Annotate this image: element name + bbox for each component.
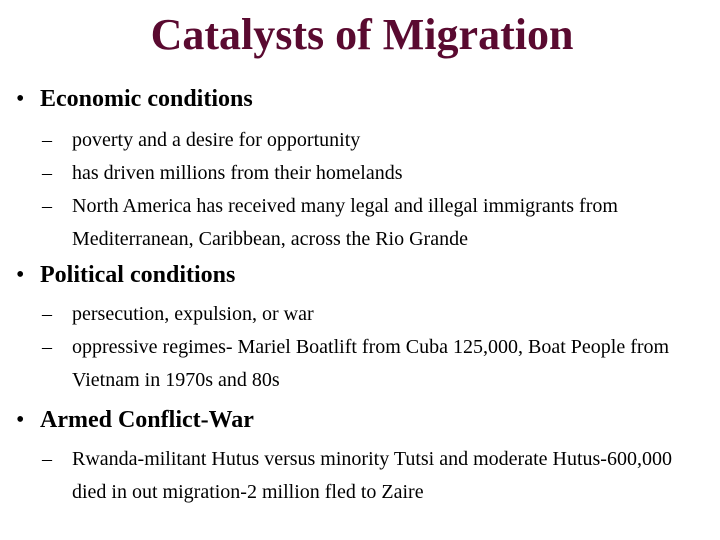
bullet-head (0, 401, 720, 439)
dash-icon: – (42, 303, 52, 325)
dash-icon: – (42, 162, 52, 184)
sub-list (0, 443, 720, 509)
sub-list (0, 298, 720, 397)
slide-title: Catalysts of Migration (150, 10, 574, 59)
bullet-head (0, 256, 720, 294)
sub-item-text: North America has received many legal and illegal immigrants from Mediterranean, Caribbean, across the Rio Grande (72, 195, 618, 250)
sub-item (0, 298, 720, 331)
bullet-label: Political conditions (40, 262, 236, 288)
bullet-armed-conflict-war (0, 401, 720, 509)
dash-icon: – (42, 195, 52, 217)
sub-item-text: has driven millions from their homelands (72, 162, 403, 184)
sub-item-text: persecution, expulsion, or war (72, 303, 314, 325)
sub-item (0, 443, 720, 509)
dash-icon: – (42, 129, 52, 151)
bullet-dot-icon: • (16, 86, 25, 112)
bullet-label: Economic conditions (40, 86, 253, 112)
bullet-economic-conditions (0, 80, 720, 256)
bullet-head (0, 80, 720, 118)
sub-item (0, 124, 720, 157)
sub-item-text: oppressive regimes- Mariel Boatlift from Cuba 125,000, Boat People from Vietnam in 1970s and 80s (72, 336, 670, 391)
bullet-dot-icon: • (16, 407, 25, 433)
bullet-political-conditions (0, 256, 720, 397)
dash-icon: – (42, 336, 52, 358)
sub-item-text: Rwanda-militant Hutus versus minority Tutsi and moderate Hutus-600,000 died in out migration-2 million fled to Zaire (72, 448, 672, 503)
sub-item (0, 331, 720, 397)
sub-item-text: poverty and a desire for opportunity (72, 129, 361, 151)
sub-list (0, 124, 720, 256)
bullet-list (0, 76, 720, 509)
bullet-label: Armed Conflict-War (40, 407, 254, 433)
sub-item (0, 190, 720, 256)
dash-icon: – (42, 448, 52, 470)
sub-item (0, 157, 720, 190)
bullet-dot-icon: • (16, 262, 25, 288)
